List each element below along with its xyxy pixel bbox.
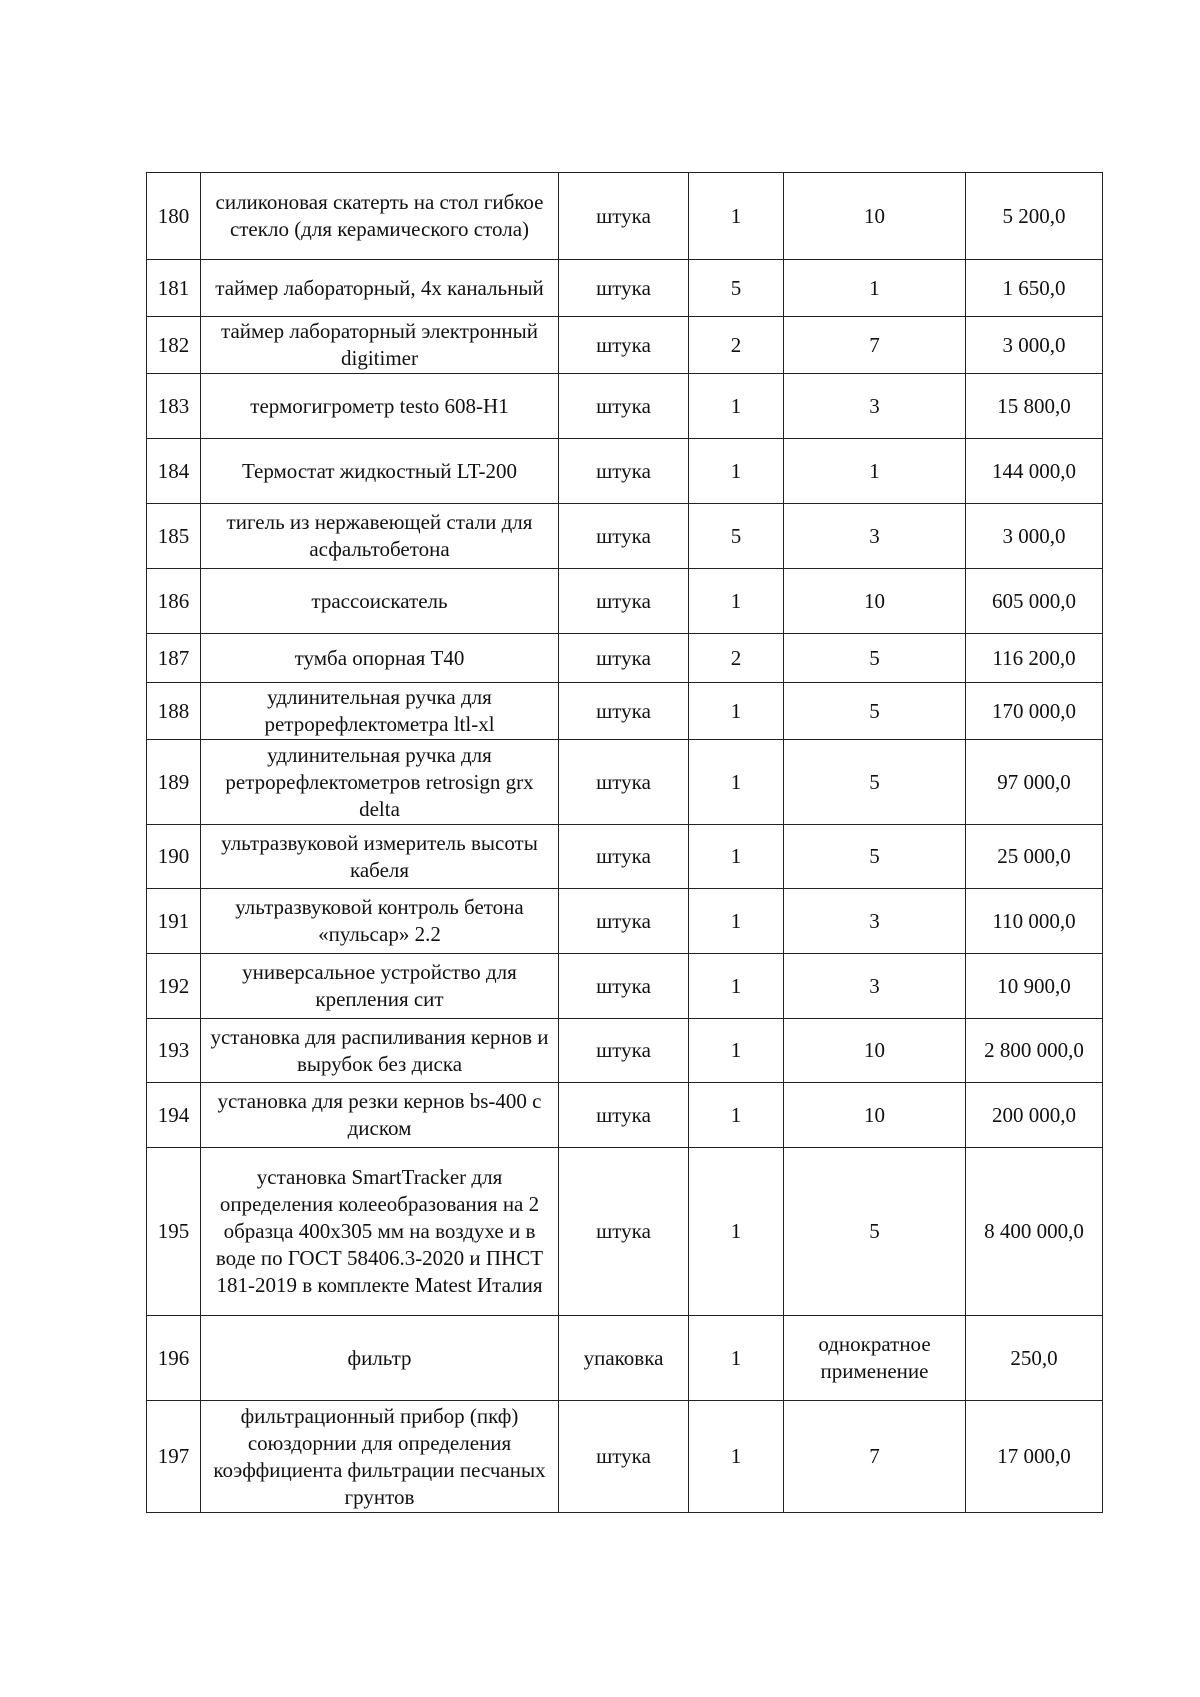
price-cell: 97 000,0 bbox=[966, 740, 1103, 825]
row-number-cell: 184 bbox=[147, 439, 201, 504]
quantity-cell: 1 bbox=[689, 954, 784, 1019]
unit-cell: штука bbox=[559, 569, 689, 634]
unit-cell: штука bbox=[559, 439, 689, 504]
price-cell: 170 000,0 bbox=[966, 683, 1103, 740]
item-name-cell: силиконовая скатерть на стол гибкое стекло (для керамического стола) bbox=[201, 173, 559, 260]
item-name-cell: таймер лабораторный электронный digitimer bbox=[201, 317, 559, 374]
row-number-cell: 196 bbox=[147, 1316, 201, 1401]
table-row bbox=[147, 1019, 1103, 1083]
row-number-cell: 197 bbox=[147, 1401, 201, 1513]
price-cell: 10 900,0 bbox=[966, 954, 1103, 1019]
price-cell: 15 800,0 bbox=[966, 374, 1103, 439]
term-cell: 7 bbox=[784, 317, 966, 374]
term-cell: 10 bbox=[784, 569, 966, 634]
unit-cell: упаковка bbox=[559, 1316, 689, 1401]
item-name-cell: универсальное устройство для крепления сит bbox=[201, 954, 559, 1019]
term-cell: 10 bbox=[784, 1083, 966, 1148]
price-cell: 110 000,0 bbox=[966, 889, 1103, 954]
unit-cell: штука bbox=[559, 889, 689, 954]
row-number-cell: 194 bbox=[147, 1083, 201, 1148]
table-row bbox=[147, 1401, 1103, 1513]
price-cell: 116 200,0 bbox=[966, 634, 1103, 683]
quantity-cell: 1 bbox=[689, 569, 784, 634]
item-name-cell: удлинительная ручка для ретрорефлектометра ltl-xl bbox=[201, 683, 559, 740]
quantity-cell: 1 bbox=[689, 439, 784, 504]
unit-cell: штука bbox=[559, 1148, 689, 1316]
row-number-cell: 182 bbox=[147, 317, 201, 374]
quantity-cell: 1 bbox=[689, 825, 784, 889]
term-cell: 5 bbox=[784, 740, 966, 825]
unit-cell: штука bbox=[559, 1401, 689, 1513]
term-cell: 5 bbox=[784, 683, 966, 740]
quantity-cell: 5 bbox=[689, 504, 784, 569]
row-number-cell: 185 bbox=[147, 504, 201, 569]
term-cell: 5 bbox=[784, 634, 966, 683]
item-name-cell: установка для распиливания кернов и вырубок без диска bbox=[201, 1019, 559, 1083]
price-cell: 8 400 000,0 bbox=[966, 1148, 1103, 1316]
unit-cell: штука bbox=[559, 740, 689, 825]
item-name-cell: таймер лабораторный, 4х канальный bbox=[201, 260, 559, 317]
table-row bbox=[147, 1148, 1103, 1316]
quantity-cell: 1 bbox=[689, 374, 784, 439]
term-cell: 1 bbox=[784, 439, 966, 504]
item-name-cell: установка SmartTracker для определения колееобразования на 2 образца 400х305 мм на воздухе и в воде по ГОСТ 58406.3-2020 и ПНСТ 181-2019 в комплекте Matest Италия bbox=[201, 1148, 559, 1316]
term-cell: 5 bbox=[784, 1148, 966, 1316]
price-cell: 144 000,0 bbox=[966, 439, 1103, 504]
unit-cell: штука bbox=[559, 1019, 689, 1083]
table-row bbox=[147, 740, 1103, 825]
table-row bbox=[147, 569, 1103, 634]
quantity-cell: 1 bbox=[689, 1019, 784, 1083]
quantity-cell: 2 bbox=[689, 317, 784, 374]
quantity-cell: 1 bbox=[689, 889, 784, 954]
table-row bbox=[147, 1316, 1103, 1401]
row-number-cell: 183 bbox=[147, 374, 201, 439]
quantity-cell: 5 bbox=[689, 260, 784, 317]
price-cell: 250,0 bbox=[966, 1316, 1103, 1401]
table-row bbox=[147, 683, 1103, 740]
item-name-cell: фильтр bbox=[201, 1316, 559, 1401]
quantity-cell: 1 bbox=[689, 173, 784, 260]
table-row bbox=[147, 374, 1103, 439]
row-number-cell: 188 bbox=[147, 683, 201, 740]
term-cell: 1 bbox=[784, 260, 966, 317]
unit-cell: штука bbox=[559, 374, 689, 439]
row-number-cell: 193 bbox=[147, 1019, 201, 1083]
price-cell: 200 000,0 bbox=[966, 1083, 1103, 1148]
price-cell: 5 200,0 bbox=[966, 173, 1103, 260]
term-cell: 7 bbox=[784, 1401, 966, 1513]
table-row bbox=[147, 954, 1103, 1019]
row-number-cell: 190 bbox=[147, 825, 201, 889]
row-number-cell: 181 bbox=[147, 260, 201, 317]
term-cell: 3 bbox=[784, 889, 966, 954]
item-name-cell: ультразвуковой измеритель высоты кабеля bbox=[201, 825, 559, 889]
table-row bbox=[147, 889, 1103, 954]
term-cell: 3 bbox=[784, 954, 966, 1019]
table-row bbox=[147, 1083, 1103, 1148]
term-cell: 3 bbox=[784, 504, 966, 569]
unit-cell: штука bbox=[559, 260, 689, 317]
item-name-cell: ультразвуковой контроль бетона «пульсар» 2.2 bbox=[201, 889, 559, 954]
item-name-cell: термогигрометр testo 608-H1 bbox=[201, 374, 559, 439]
term-cell: 10 bbox=[784, 173, 966, 260]
price-cell: 25 000,0 bbox=[966, 825, 1103, 889]
price-cell: 2 800 000,0 bbox=[966, 1019, 1103, 1083]
price-cell: 1 650,0 bbox=[966, 260, 1103, 317]
item-name-cell: удлинительная ручка для ретрорефлектометров retrosign grx delta bbox=[201, 740, 559, 825]
quantity-cell: 1 bbox=[689, 740, 784, 825]
row-number-cell: 186 bbox=[147, 569, 201, 634]
price-cell: 3 000,0 bbox=[966, 317, 1103, 374]
item-name-cell: тигель из нержавеющей стали для асфальтобетона bbox=[201, 504, 559, 569]
table-row bbox=[147, 825, 1103, 889]
unit-cell: штука bbox=[559, 634, 689, 683]
price-cell: 17 000,0 bbox=[966, 1401, 1103, 1513]
table-row bbox=[147, 317, 1103, 374]
row-number-cell: 195 bbox=[147, 1148, 201, 1316]
quantity-cell: 1 bbox=[689, 683, 784, 740]
table-row bbox=[147, 634, 1103, 683]
table-row bbox=[147, 504, 1103, 569]
table-row bbox=[147, 173, 1103, 260]
term-cell: 5 bbox=[784, 825, 966, 889]
term-cell: однократное применение bbox=[784, 1316, 966, 1401]
price-cell: 605 000,0 bbox=[966, 569, 1103, 634]
equipment-table bbox=[146, 172, 1103, 1513]
quantity-cell: 1 bbox=[689, 1316, 784, 1401]
quantity-cell: 1 bbox=[689, 1148, 784, 1316]
unit-cell: штука bbox=[559, 683, 689, 740]
term-cell: 10 bbox=[784, 1019, 966, 1083]
row-number-cell: 191 bbox=[147, 889, 201, 954]
quantity-cell: 1 bbox=[689, 1083, 784, 1148]
item-name-cell: Термостат жидкостный LT-200 bbox=[201, 439, 559, 504]
term-cell: 3 bbox=[784, 374, 966, 439]
price-cell: 3 000,0 bbox=[966, 504, 1103, 569]
unit-cell: штука bbox=[559, 825, 689, 889]
quantity-cell: 1 bbox=[689, 1401, 784, 1513]
unit-cell: штука bbox=[559, 317, 689, 374]
item-name-cell: тумба опорная Т40 bbox=[201, 634, 559, 683]
row-number-cell: 192 bbox=[147, 954, 201, 1019]
quantity-cell: 2 bbox=[689, 634, 784, 683]
unit-cell: штука bbox=[559, 1083, 689, 1148]
table-row bbox=[147, 260, 1103, 317]
item-name-cell: фильтрационный прибор (пкф) союздорнии для определения коэффициента фильтрации песчаных грунтов bbox=[201, 1401, 559, 1513]
item-name-cell: трассоискатель bbox=[201, 569, 559, 634]
row-number-cell: 180 bbox=[147, 173, 201, 260]
unit-cell: штука bbox=[559, 504, 689, 569]
item-name-cell: установка для резки кернов bs-400 с диском bbox=[201, 1083, 559, 1148]
table-row bbox=[147, 439, 1103, 504]
unit-cell: штука bbox=[559, 173, 689, 260]
row-number-cell: 187 bbox=[147, 634, 201, 683]
unit-cell: штука bbox=[559, 954, 689, 1019]
row-number-cell: 189 bbox=[147, 740, 201, 825]
